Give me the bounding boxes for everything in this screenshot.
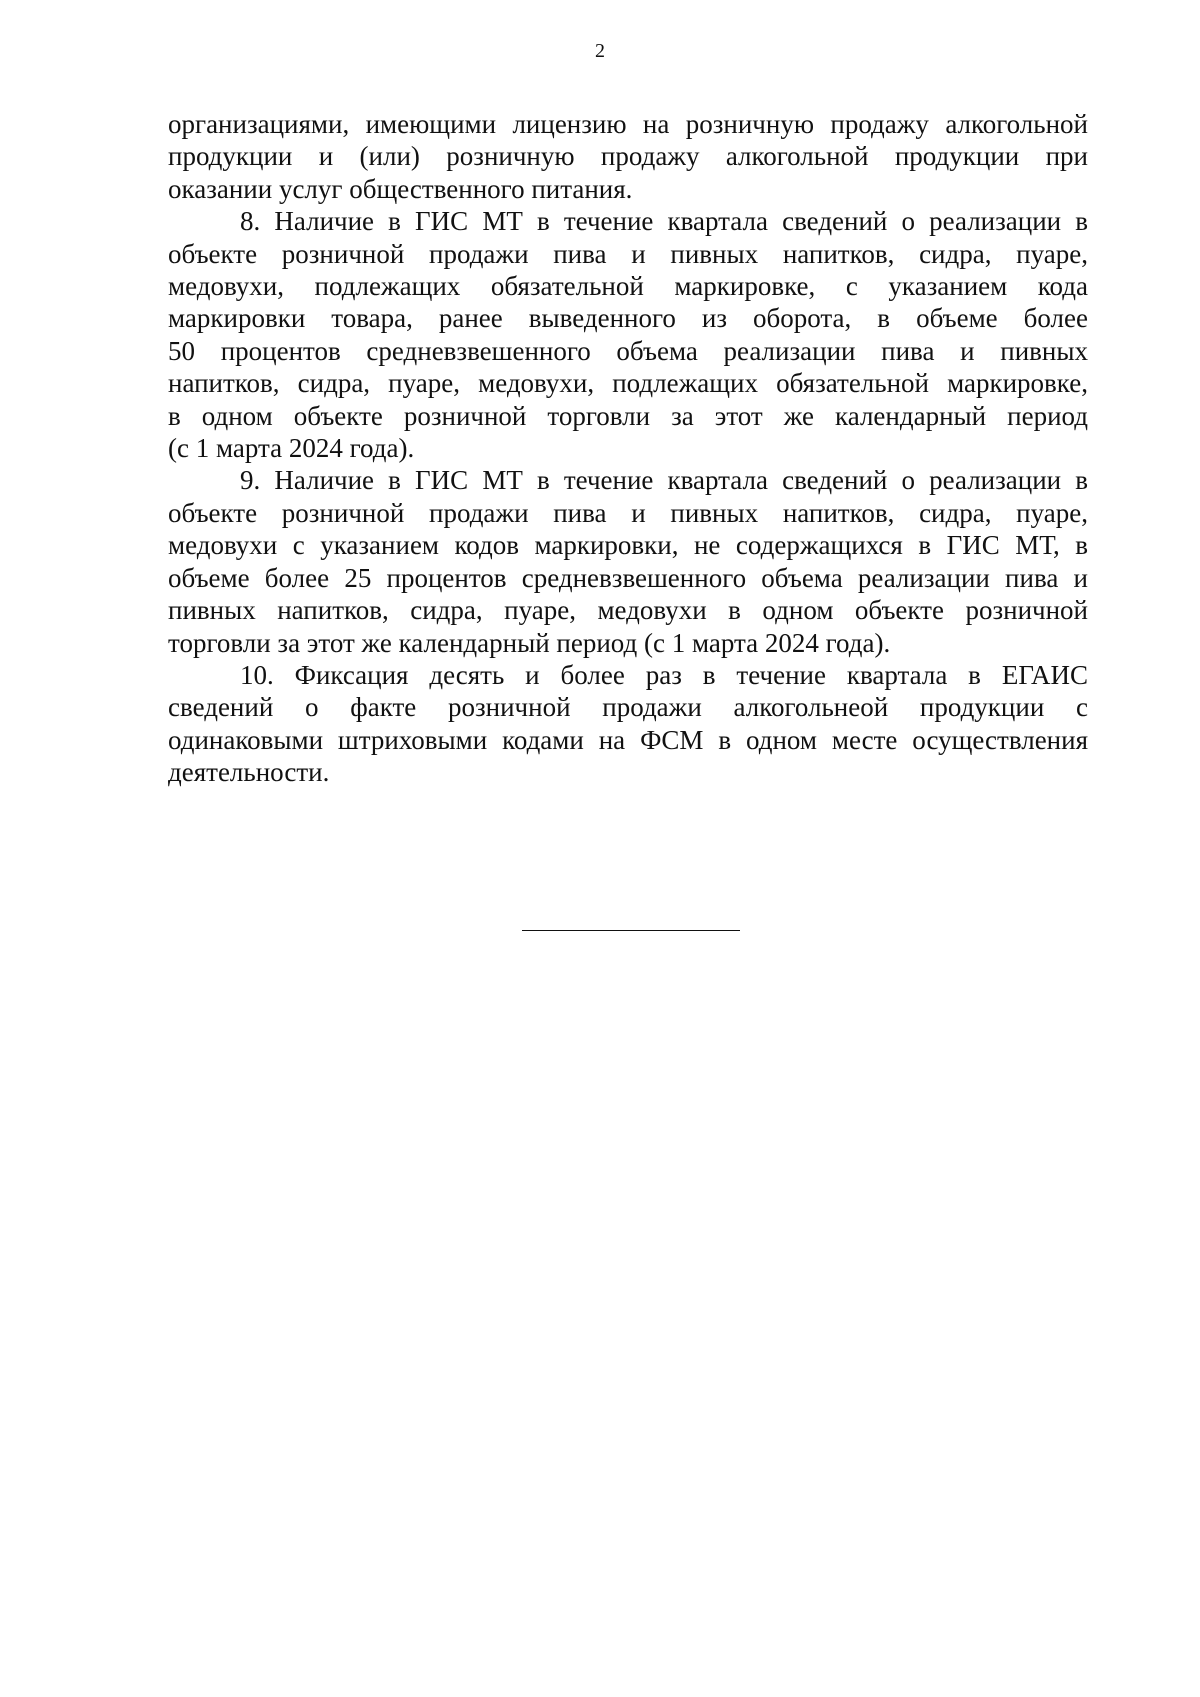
text-line: в одном объекте розничной торговли за этот же календарный период [168, 400, 1088, 431]
text-line: 10. Фиксация десять и более раз в течение квартала в ЕГАИС [240, 659, 1088, 690]
text-line: оказании услуг общественного питания. [168, 173, 633, 204]
text-line: медовухи с указанием кодов маркировки, не содержащихся в ГИС МТ, в [168, 530, 1088, 561]
text-line: 9. Наличие в ГИС МТ в течение квартала сведений о реализации в [240, 465, 1088, 496]
paragraph-item-10 [168, 659, 1088, 789]
text-line: организациями, имеющими лицензию на розничную продажу алкогольной [168, 109, 1088, 139]
text-line: 8. Наличие в ГИС МТ в течение квартала сведений о реализации в [240, 206, 1088, 237]
document-body [168, 108, 1088, 789]
text-line: объеме более 25 процентов средневзвешенного объема реализации пива и [168, 562, 1088, 593]
page-number: 2 [595, 40, 605, 62]
text-line: маркировки товара, ранее выведенного из оборота, в объеме более [168, 303, 1088, 334]
paragraph-continuation [168, 108, 1088, 205]
text-line: объекте розничной продажи пива и пивных напитков, сидра, пуаре, [168, 238, 1088, 269]
text-line: деятельности. [168, 757, 330, 788]
text-line: торговли за этот же календарный период (с 1 марта 2024 года). [168, 627, 891, 658]
text-line: медовухи, подлежащих обязательной маркировке, с указанием кода [168, 271, 1088, 302]
end-of-document-rule [522, 930, 740, 931]
text-line: сведений о факте розничной продажи алкогольнеой продукции с [168, 692, 1088, 723]
text-line: одинаковыми штриховыми кодами на ФСМ в одном месте осуществления [168, 724, 1088, 755]
text-line: (с 1 марта 2024 года). [168, 433, 415, 464]
paragraph-item-9 [168, 464, 1088, 658]
text-line: продукции и (или) розничную продажу алкогольной продукции при [168, 141, 1088, 172]
text-line: объекте розничной продажи пива и пивных напитков, сидра, пуаре, [168, 497, 1088, 528]
paragraph-item-8 [168, 205, 1088, 464]
text-line: пивных напитков, сидра, пуаре, медовухи в одном объекте розничной [168, 595, 1088, 626]
text-line: 50 процентов средневзвешенного объема реализации пива и пивных [168, 335, 1088, 366]
text-line: напитков, сидра, пуаре, медовухи, подлежащих обязательной маркировке, [168, 368, 1088, 399]
